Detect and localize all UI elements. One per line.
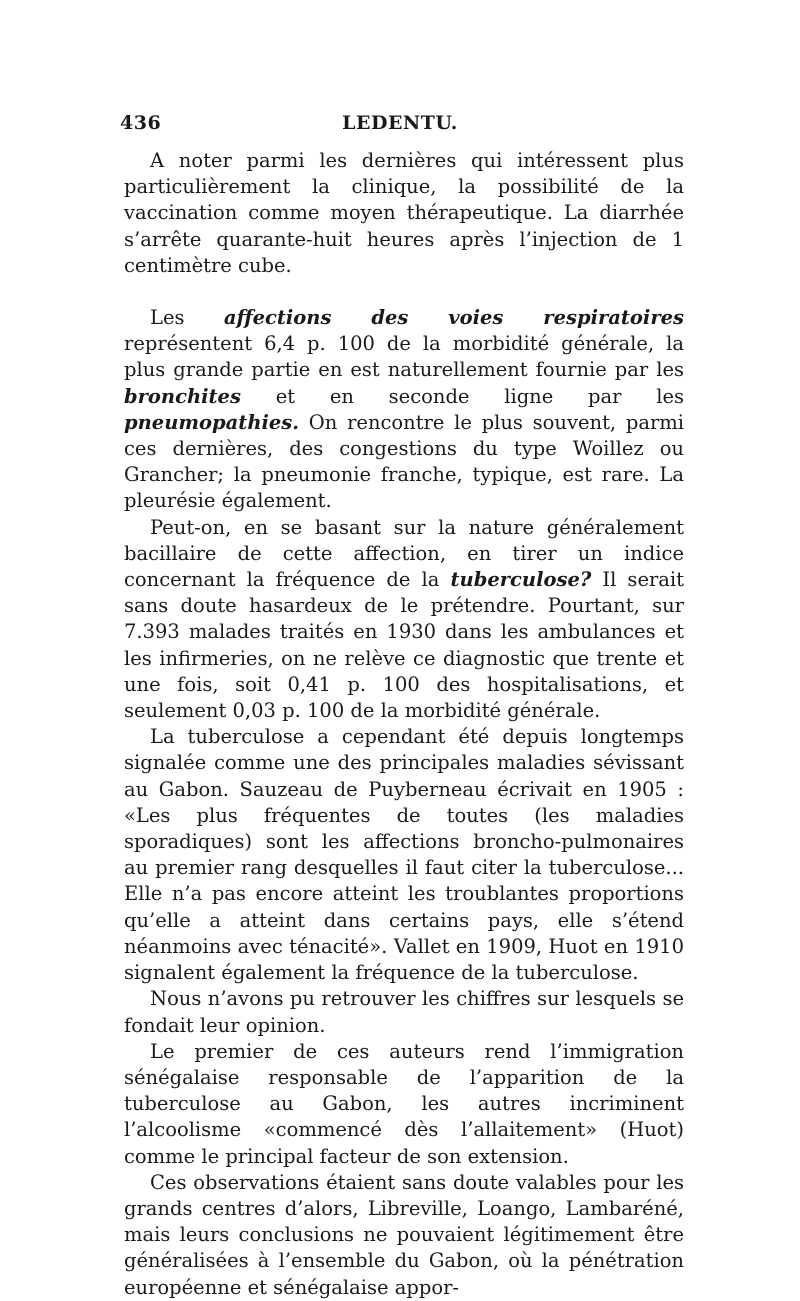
paragraph xyxy=(124,986,684,1038)
text-span: La tuberculose a cependant été depuis longtemps signalée comme une des principales maladies sévissant au Gabon. Sauzeau de Puyberneau écrivait en 1905 : «Les plus fréquentes de toutes (les maladies sporadiques) sont les affections broncho-pulmonaires au premier rang desquelles il faut citer la tuberculose... Elle n’a pas encore atteint les troublantes proportions qu’elle a atteint dans certains pays, elle s’étend néanmoins avec ténacité». Vallet en 1909, Huot en 1910 signalent également la fréquence de la tuberculose. xyxy=(124,725,684,985)
text-span: Ces observations étaient sans doute valables pour les grands centres d’alors, Libreville, Loango, Lambaréné, mais leurs conclusions ne pouvaient légitimement être généralisées à l’ensemble du Gabon, où la pénétration européenne et sénégalaise appor- xyxy=(124,1170,684,1299)
paragraph xyxy=(124,515,684,725)
text-span: Le premier de ces auteurs rend l’immigration sénégalaise responsable de l’apparition de la tuberculose au Gabon, les autres incriminent l’alcoolisme «commencé dès l’allaitement» (Huot) comme le principal facteur de son extension. xyxy=(124,1039,684,1168)
italic-term: affections des voies respiratoires xyxy=(223,306,684,330)
italic-term: pneumopathies. xyxy=(124,410,300,434)
italic-term: bronchites xyxy=(124,384,241,408)
text-span: Nous n’avons pu retrouver les chiffres sur lesquels se fondait leur opinion. xyxy=(124,987,684,1037)
running-header xyxy=(120,112,680,136)
paragraph xyxy=(124,724,684,986)
paragraph xyxy=(124,1039,684,1170)
text-span: Il serait sans doute hasardeux de le prétendre. Pourtant, sur 7.393 malades traités en 1930 dans les ambulances et les infirmeries, on ne relève ce diagnostic que trente et une fois, soit 0,41 p. 100 des hospitalisations, et seulement 0,03 p. 100 de la morbidité générale. xyxy=(124,568,684,723)
text-span: représentent 6,4 p. 100 de la morbidité générale, la plus grande partie en est naturellement fournie par les xyxy=(124,332,684,382)
text-span: Les xyxy=(150,306,224,330)
body-text xyxy=(124,148,684,1301)
text-span: A noter parmi les dernières qui intéressent plus particulièrement la clinique, la possibilité de la vaccination comme moyen thérapeutique. La diarrhée s’arrête quarante-huit heures après l’injection de 1 centimètre cube. xyxy=(124,149,684,277)
paragraph xyxy=(124,1170,684,1301)
text-span: Peut-on, en se basant sur la nature généralement bacillaire de cette affection, en tirer un indice concernant la fréquence de la xyxy=(124,515,684,592)
text-span: et en seconde ligne par les xyxy=(240,384,684,408)
running-title: LEDENTU. xyxy=(342,112,458,134)
text-span: On rencontre le plus souvent, parmi ces dernières, des congestions du type Woillez ou Grancher; la pneumonie franche, typique, est rare. La pleurésie également. xyxy=(124,410,684,513)
paragraph xyxy=(124,148,684,279)
page-number: 436 xyxy=(120,112,162,134)
italic-term: tuberculose? xyxy=(450,568,592,592)
paragraph xyxy=(124,305,684,515)
